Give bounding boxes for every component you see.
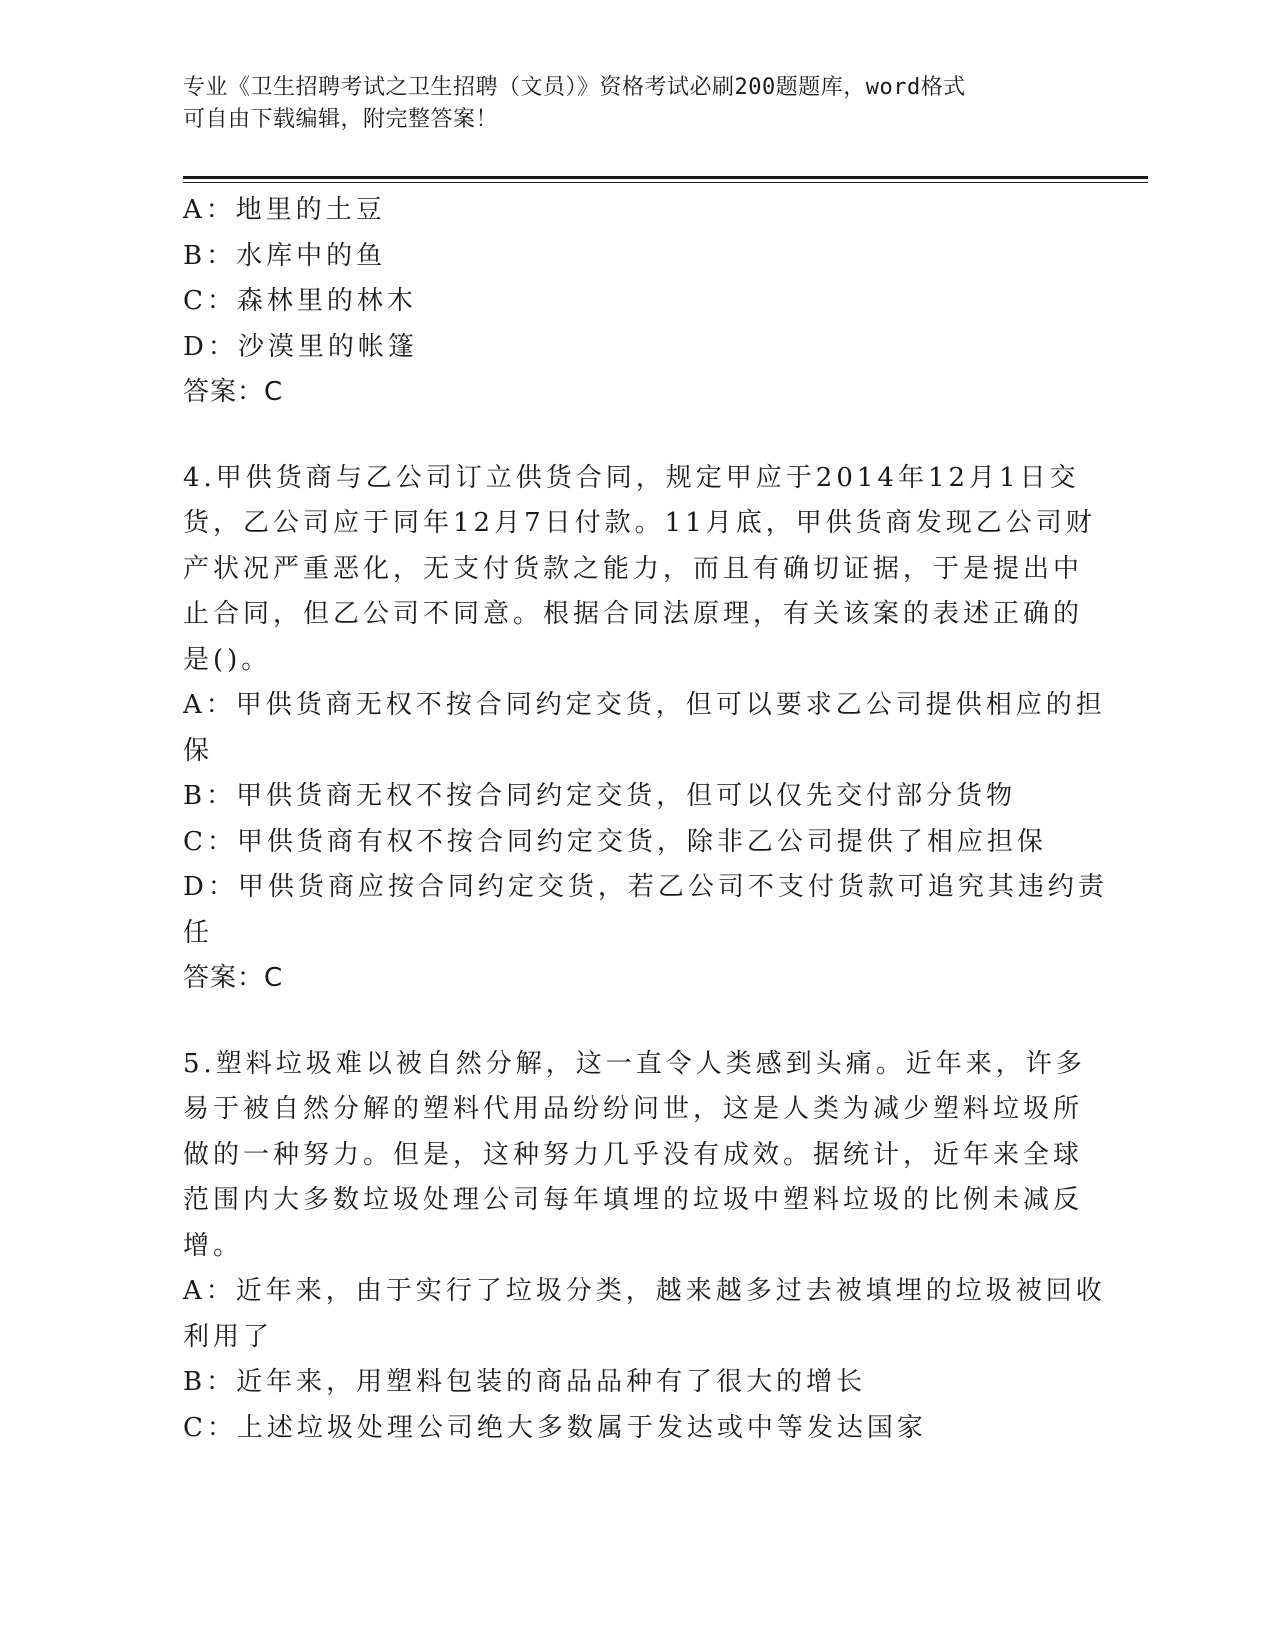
- question-stem-line: 4.甲供货商与乙公司订立供货合同，规定甲应于2014年12月1日交: [183, 462, 1080, 493]
- question-content: [183, 188, 1108, 1451]
- answer-line: 答案：C: [183, 377, 284, 407]
- question-stem-line: 止合同，但乙公司不同意。根据合同法原理，有关该案的表述正确的: [183, 599, 1084, 629]
- question-block: [183, 188, 1063, 416]
- option-a: A：近年来，由于实行了垃圾分类，越来越多过去被填埋的垃圾被回收: [183, 1276, 1106, 1306]
- header-line: 专业《卫生招聘考试之卫生招聘（文员）》资格考试必刷200题题库，word格式: [183, 75, 966, 100]
- option-d-continued: 任: [183, 917, 214, 948]
- option-c: C：上述垃圾处理公司绝大多数属于发达或中等发达国家: [183, 1412, 927, 1443]
- option-b: B：近年来，用塑料包装的商品品种有了很大的增长: [183, 1367, 867, 1397]
- question-block: [183, 1042, 1106, 1452]
- question-stem-line: 范围内大多数垃圾处理公司每年填埋的垃圾中塑料垃圾的比例未减反: [183, 1185, 1084, 1215]
- option-d: D：甲供货商应按合同约定交货，若乙公司不支付货款可追究其违约责: [183, 872, 1108, 902]
- question-stem-line: 做的一种努力。但是，这种努力几乎没有成效。据统计，近年来全球: [183, 1139, 1084, 1170]
- option-c: C：甲供货商有权不按合同约定交货，除非乙公司提供了相应担保: [183, 826, 1047, 857]
- option-a: A：地里的土豆: [183, 195, 386, 225]
- header-line: 可自由下载编辑，附完整答案！: [183, 107, 499, 132]
- option-d: D：沙漠里的帐篷: [183, 331, 418, 362]
- header-divider-thick: [183, 176, 1148, 179]
- option-a-continued: 保: [183, 735, 214, 766]
- option-b: B：水库中的鱼: [183, 240, 387, 271]
- question-stem-line: 是()。: [183, 644, 272, 675]
- option-b: B：甲供货商无权不按合同约定交货，但可以仅先交付部分货物: [183, 781, 1017, 811]
- option-c: C：森林里的林木: [183, 286, 417, 316]
- question-block: [183, 456, 1108, 1002]
- header-divider-thin: [183, 182, 1148, 183]
- question-stem-line: 增。: [183, 1230, 244, 1261]
- question-stem-line: 货，乙公司应于同年12月7日付款。11月底，甲供货商发现乙公司财: [183, 508, 1096, 538]
- question-stem-line: 易于被自然分解的塑料代用品纷纷问世，这是人类为减少塑料垃圾所: [183, 1094, 1084, 1124]
- spacer: [183, 416, 1063, 456]
- question-stem-line: 5.塑料垃圾难以被自然分解，这一直令人类感到头痛。近年来，许多: [183, 1048, 1086, 1079]
- document-header: [183, 72, 1063, 136]
- question-stem-line: 产状况严重恶化，无支付货款之能力，而且有确切证据，于是提出中: [183, 553, 1084, 584]
- option-a: A：甲供货商无权不按合同约定交货，但可以要求乙公司提供相应的担: [183, 690, 1106, 720]
- spacer: [183, 1002, 1063, 1042]
- answer-line: 答案：C: [183, 963, 284, 993]
- option-a-continued: 利用了: [183, 1321, 274, 1352]
